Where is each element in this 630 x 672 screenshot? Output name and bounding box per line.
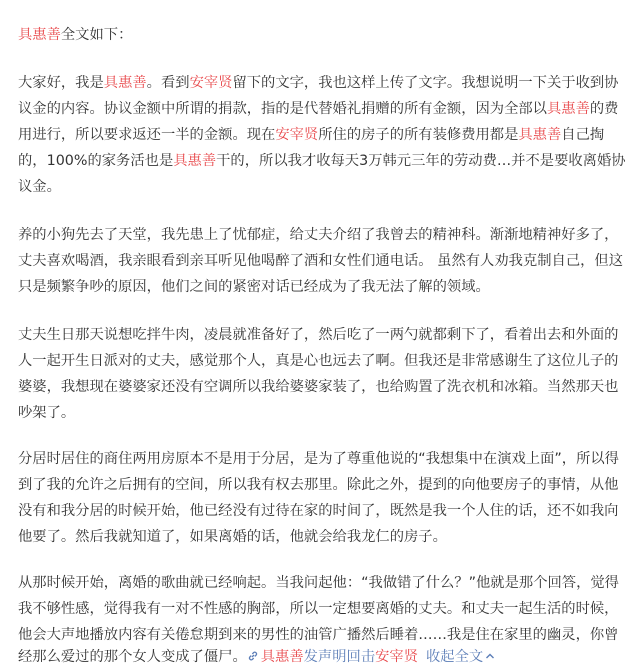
- paragraph-1-line: [18, 70, 618, 96]
- intro-paragraph-line: [18, 22, 132, 48]
- reply-name: 安宰贤: [375, 649, 419, 665]
- paragraph-1-line: [18, 122, 604, 148]
- text-run: 大家好，我是: [18, 75, 104, 91]
- text-run: 我不够性感，觉得我有一对不性感的胸部，所以一定想要离婚的丈夫。和丈夫一起生活的时候，: [18, 601, 619, 617]
- reply-prefix: 回击: [346, 649, 376, 665]
- text-run: 只是频繁争吵的原因，他们之间的紧密对话已经成为了我无法了解的领域。: [18, 279, 490, 295]
- last-line: [18, 644, 495, 670]
- paragraph-1-line: [18, 174, 61, 200]
- text-run: 从那时候开始，离婚的歌曲就已经响起。当我问起他：“我做错了什么？”他就是那个回答，觉得: [18, 575, 619, 591]
- text-run: 所住的房子的所有装修费用都是: [318, 127, 519, 143]
- text-run: 留下的文字，我也这样上传了文字。我想说明一下关于收到协: [232, 75, 619, 91]
- text-run: 干的，所以我才收每天3万韩元三年的劳动费…并不是要收离婚协: [216, 153, 626, 169]
- text-run: 议金。: [18, 179, 61, 195]
- paragraph-4-line: [18, 446, 619, 472]
- text-run: 养的小狗先去了天堂，我先患上了忧郁症，给丈夫介绍了我曾去的精神科。渐渐地精神好多了，: [18, 227, 619, 243]
- link-suffix: 发声明: [303, 649, 347, 665]
- paragraph-4-line: [18, 524, 447, 550]
- paragraph-3-line: [18, 348, 618, 374]
- highlighted-name: 具惠善: [103, 75, 147, 91]
- text-run: 人一起开生日派对的丈夫，感觉那个人，真是心也远去了啊。但我还是非常感谢生了这位儿子的: [18, 353, 619, 369]
- paragraph-5-line: [18, 596, 618, 622]
- text-run: 全文如下：: [60, 27, 133, 43]
- last-line-text: 经那么爱过的那个女人变成了僵尸。: [18, 649, 247, 665]
- text-run: 到了我的允许之后拥有的空间，所以我有权去那里。除此之外，提到的向他要房子的事情，从他: [18, 477, 619, 493]
- link-icon: [247, 650, 259, 662]
- text-run: 丈夫喜欢喝酒，我亲眼看到亲耳听见他喝醉了酒和女性们通电话。 虽然有人劝我克制自己，但这: [18, 253, 624, 269]
- text-run: 他要了。然后我就知道了，如果离婚的话，他就会给我龙仁的房子。: [18, 529, 447, 545]
- chevron-up-icon: [485, 651, 495, 661]
- highlighted-name: 具惠善: [518, 127, 562, 143]
- text-run: 自己掏: [561, 127, 605, 143]
- paragraph-3-line: [18, 400, 75, 426]
- paragraph-1-line: [18, 148, 626, 174]
- paragraph-2-line: [18, 248, 623, 274]
- link-name: 具惠善: [260, 649, 304, 665]
- highlighted-name: 安宰贤: [275, 127, 319, 143]
- text-run: 吵架了。: [18, 405, 76, 421]
- paragraph-2-line: [18, 222, 618, 248]
- text-run: 的费: [589, 101, 619, 117]
- highlighted-name: 具惠善: [546, 101, 590, 117]
- paragraph-4-line: [18, 472, 618, 498]
- text-run: 的，100%的家务活也是: [18, 153, 174, 169]
- highlighted-name: 具惠善: [173, 153, 217, 169]
- text-run: 没有和我分居的时候开始，他已经没有过待在家的时间了，既然是我一个人住的话，还不如我向: [18, 503, 619, 519]
- text-run: 议金的内容。协议金额中所谓的捐款，指的是代替婚礼捐赠的所有金额，因为全部以: [18, 101, 547, 117]
- paragraph-1-line: [18, 96, 618, 122]
- text-run: 他会大声地播放内容有关倦怠期到来的男性的油管广播然后睡着……我是住在家里的幽灵，你曾: [18, 627, 619, 643]
- text-run: 婆婆，我想现在婆婆家还没有空调所以我给婆婆家装了，也给购置了洗衣机和冰箱。当然那天也: [18, 379, 619, 395]
- collapse-label: 收起全文: [426, 649, 484, 665]
- weibo-link[interactable]: [247, 649, 418, 665]
- text-run: 丈夫生日那天说想吃拌牛肉，凌晨就准备好了，然后吃了一两勺就都剩下了，看着出去和外面的: [18, 327, 619, 343]
- paragraph-5-line: [18, 570, 619, 596]
- text-run: 。看到: [146, 75, 190, 91]
- highlighted-name: 具惠善: [18, 27, 61, 43]
- paragraph-3-line: [18, 322, 618, 348]
- highlighted-name: 安宰贤: [189, 75, 233, 91]
- paragraph-2-line: [18, 274, 490, 300]
- paragraph-4-line: [18, 498, 618, 524]
- paragraph-3-line: [18, 374, 618, 400]
- collapse-button[interactable]: [426, 649, 495, 665]
- text-run: 分居时居住的商住两用房原本不是用于分居，是为了尊重他说的“我想集中在演戏上面”，所以得: [18, 451, 619, 467]
- text-run: 用进行，所以要求返还一半的金额。现在: [18, 127, 276, 143]
